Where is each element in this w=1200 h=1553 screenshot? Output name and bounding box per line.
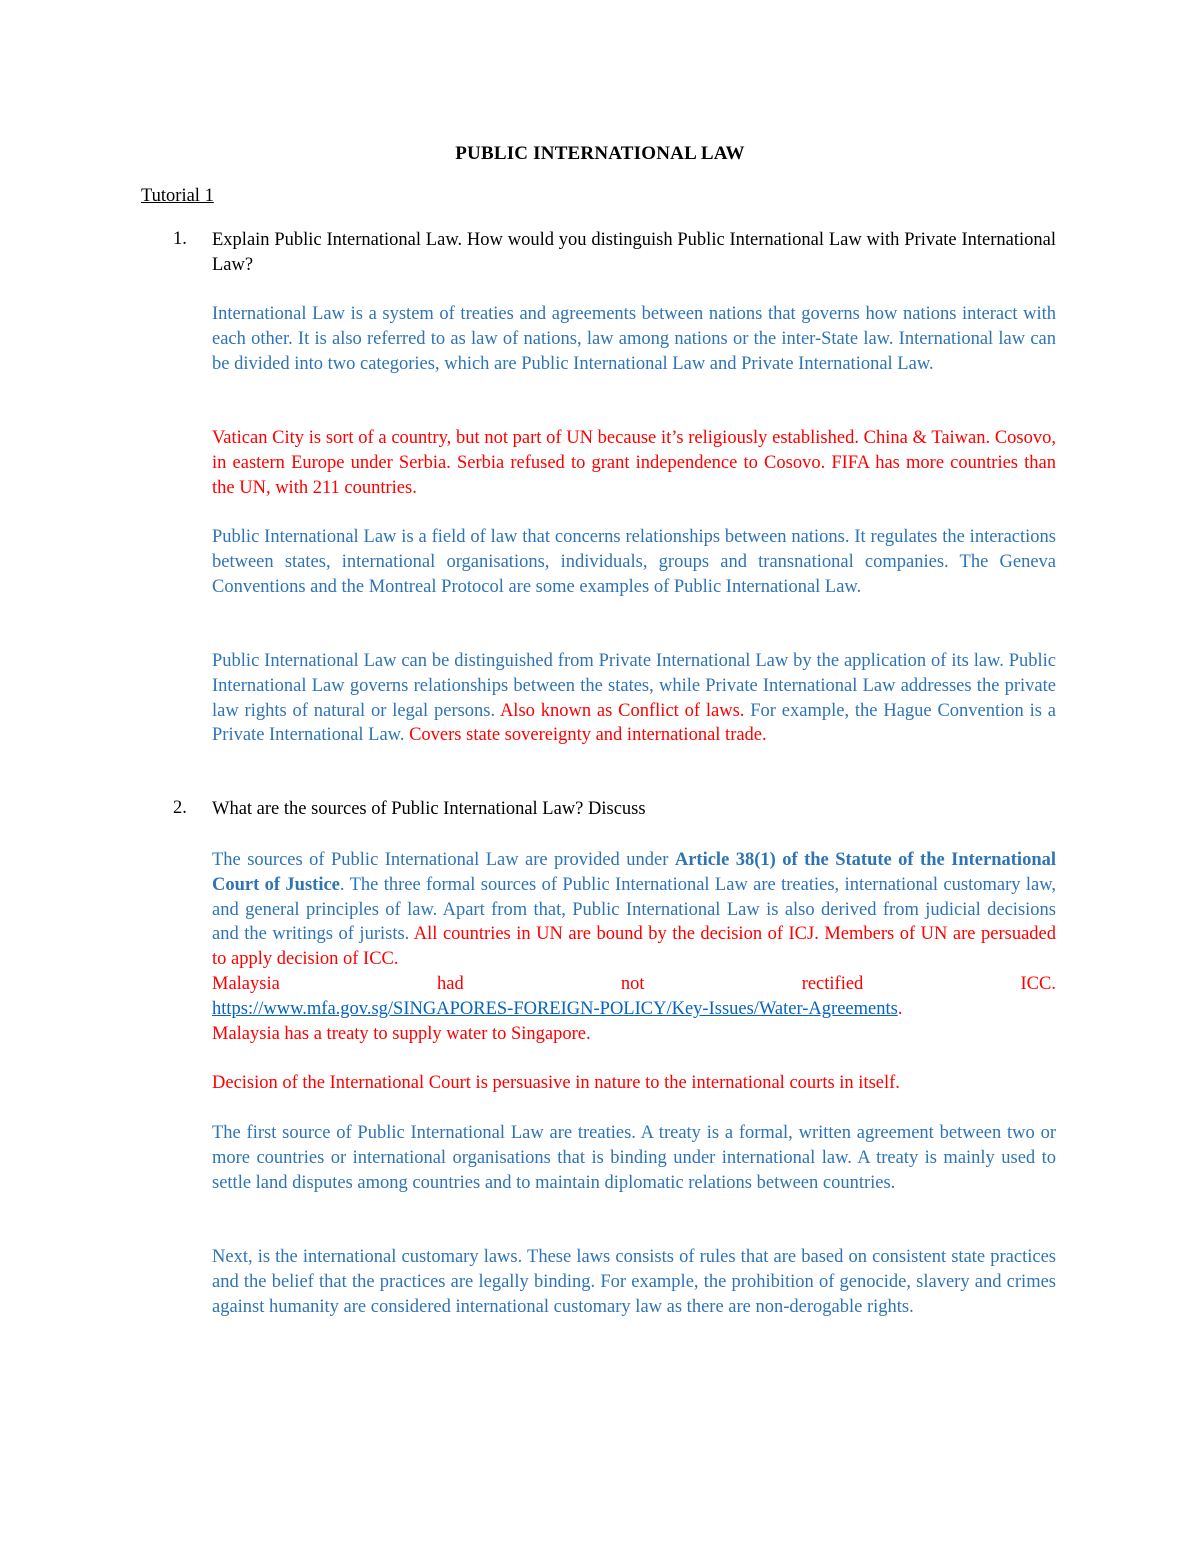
link-trailing-period: . <box>897 999 903 1019</box>
answer-2-p1-note: All countries in UN are bound by the decision of ICJ. Members of UN are persuaded to apply decision of ICC. <box>212 924 1057 970</box>
answer-1-p3-blue: Public International Law can be distinguished from Private International Law by the application of its law. Public International Law governs relationships between the states, while Private International Law addresses the private law rights of natural or legal persons. <box>212 651 1056 721</box>
question-1-number: 1. <box>173 229 187 249</box>
tutorial-heading: Tutorial 1 <box>141 186 214 206</box>
answer-2-p1-body: . The three formal sources of Public International Law are treaties, international customary law, and general principles of law. Apart from that, Public International Law is also derived from judicial decisions and the writings of jurists. <box>212 874 1056 945</box>
word-icc: ICC. <box>1020 974 1056 994</box>
answer-2-treaties-paragraph: The first source of Public International Law are treaties. A treaty is a formal, written agreement between two or more countries or international organisations that is binding under international law. A treaty is mainly used to settle land disputes among countries and to maintain diplomatic relations between countries. <box>212 1123 1056 1193</box>
answer-2-customary-paragraph: Next, is the international customary laws. These laws consists of rules that are based on consistent state practices and the belief that the practices are legally binding. For example, the prohibition of genocide, slavery and crimes against humanity are considered international customary law as there are non-derogable rights. <box>212 1247 1056 1317</box>
word-rectified: rectified <box>801 974 864 994</box>
answer-2-malaysia-line <box>212 972 1056 997</box>
answer-2-p1-intro: The sources of Public International Law are provided under <box>212 850 675 870</box>
answer-1-p3-red-2: Covers state sovereignty and international trade. <box>404 725 767 746</box>
answer-1-p3-red-1: Also known as Conflict of laws. <box>495 700 745 721</box>
water-agreements-link[interactable]: https://www.mfa.gov.sg/SINGAPORES-FOREIGN-POLICY/Key-Issues/Water-Agreements <box>212 999 898 1019</box>
word-not: not <box>620 974 645 994</box>
answer-1-paragraph-1: International Law is a system of treaties and agreements between nations that governs how nations interact with each other. It is also referred to as law of nations, law among nations or the inter-State law. International law can be divided into two categories, which are Public International Law and Private International Law. <box>212 304 1056 374</box>
document-title: PUBLIC INTERNATIONAL LAW <box>455 143 745 164</box>
question-2-text: What are the sources of Public International Law? Discuss <box>212 799 646 819</box>
answer-1-p3-blue-2: For example, the Hague Convention is a Private International Law. <box>212 700 1056 746</box>
question-2-number: 2. <box>173 798 187 818</box>
answer-2-link-line <box>212 997 1056 1022</box>
answer-2-water-treaty: Malaysia has a treaty to supply water to Singapore. <box>212 1024 591 1044</box>
answer-2-icj-note: Decision of the International Court is persuasive in nature to the international courts in itself. <box>212 1073 900 1093</box>
word-malaysia: Malaysia <box>212 974 280 994</box>
word-had: had <box>436 974 464 994</box>
answer-1-note: Vatican City is sort of a country, but not part of UN because it’s religiously established. China & Taiwan. Cosovo, in eastern Europe under Serbia. Serbia refused to grant independence to Cosovo. FIFA has more countries than the UN, with 211 countries. <box>212 428 1056 498</box>
answer-1-paragraph-2: Public International Law is a field of law that concerns relationships between nations. It regulates the interactions between states, international organisations, individuals, groups and transnational companies. The Geneva Conventions and the Montreal Protocol are some examples of Public International Law. <box>212 527 1056 597</box>
answer-1-paragraph-3 <box>212 649 1056 748</box>
answer-2-paragraph-1 <box>212 848 1056 972</box>
article-reference: Article 38(1) of the Statute of the International Court of Justice <box>212 850 1056 895</box>
question-1-text: Explain Public International Law. How would you distinguish Public International Law with Private International Law? <box>212 230 1056 275</box>
